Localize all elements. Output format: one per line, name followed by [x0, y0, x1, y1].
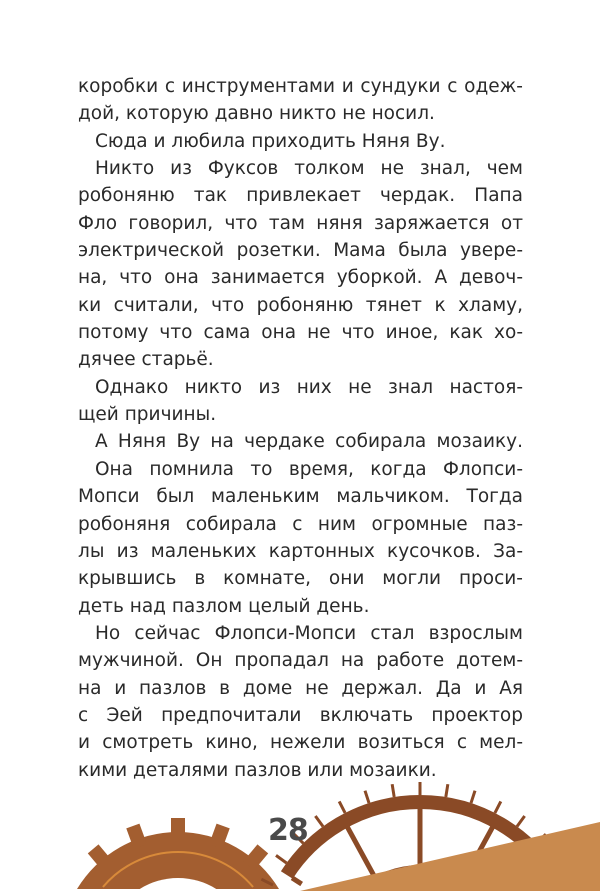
text-line: крывшись в комнате, они могли проси- [78, 568, 523, 590]
text-line: Фло говорил, что там няня заряжается от [78, 212, 523, 234]
text-line: с Эей предпочитали включать проектор [78, 704, 523, 726]
gear-tooth [517, 816, 525, 827]
text-line: дячее старьё. [78, 349, 214, 371]
text-line: Сюда и любила приходить Няня Ву. [95, 130, 446, 152]
gear-tooth [133, 826, 141, 847]
text-line: на и пазлов в доме не держал. Да и Ая [78, 677, 523, 699]
gear-tooth [339, 801, 345, 813]
gear-tooth [249, 849, 263, 866]
text-line: и смотреть кино, нежели возиться с мел- [78, 732, 523, 754]
page-text [78, 73, 523, 784]
gear-tooth [392, 784, 394, 797]
gear-tooth [276, 855, 287, 863]
text-line: робоняня собирала с ним огромные паз- [78, 513, 523, 535]
text-line: робоняню так привлекает чердак. Папа [78, 185, 523, 207]
text-line: дой, которую давно никто не носил. [78, 103, 435, 125]
text-line: деть над пазлом целый день. [78, 595, 370, 617]
small-gear-icon [77, 818, 279, 889]
text-line: кими деталями пазлов или мозаики. [78, 759, 437, 781]
text-line: на, что она занимается уборкой. А девоч- [78, 267, 523, 289]
gear-spoke [292, 878, 302, 884]
text-line: ки считали, что робоняню тянет к хламу, [78, 294, 523, 316]
text-line: электрической розетки. Мама была увере- [78, 240, 523, 262]
gear-tooth [216, 826, 224, 847]
text-line: Никто из Фуксов толком не знал, чем [95, 158, 523, 180]
text-line: Но сейчас Флопси-Мопси стал взрослым [95, 622, 523, 644]
gear-tooth [365, 791, 369, 803]
gear-tooth [495, 801, 501, 813]
text-line: Мопси был маленьким мальчиком. Тогда [78, 486, 523, 508]
page-number: 28 [268, 813, 308, 848]
gear-tooth [315, 816, 323, 827]
text-line: лы из маленьких картонных кусочков. За- [78, 540, 523, 562]
gear-tooth [471, 791, 475, 803]
text-line: А Няня Ву на чердаке собирала мозаику. [95, 431, 523, 453]
text-line: Она помнила то время, когда Флопси- [95, 458, 523, 480]
text-line: коробки с инструментами и сундуки с одеж- [78, 76, 523, 97]
gear-tooth [446, 784, 448, 797]
text-line: потому что сама она не что иное, как хо- [78, 322, 523, 344]
text-line: щей причины. [78, 404, 217, 426]
text-line: мужчиной. Он пропадал на работе дотем- [78, 650, 523, 672]
text-line: Однако никто из них не знал настоя- [95, 376, 523, 398]
gear-tooth [93, 849, 107, 866]
paper-strip [300, 822, 600, 891]
